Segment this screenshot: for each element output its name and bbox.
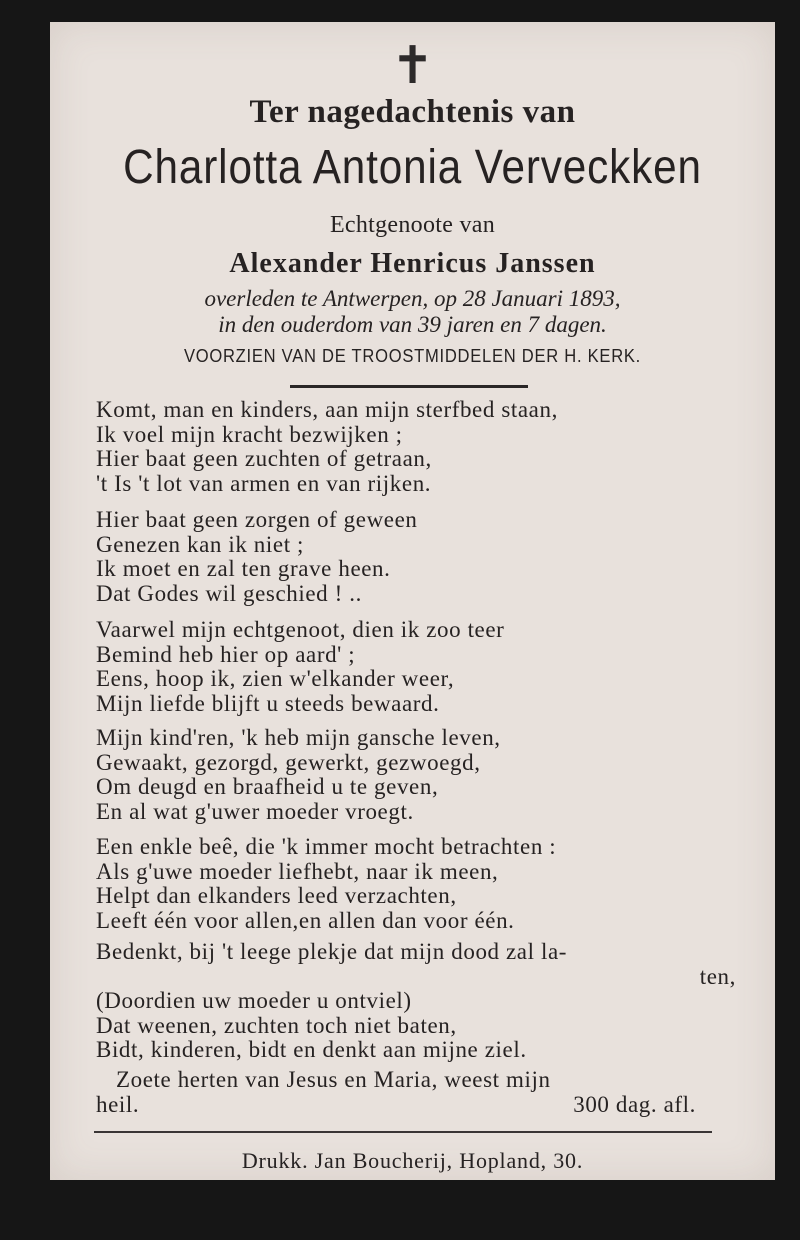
verse-line: Leeft één voor allen,en allen dan voor één. (96, 907, 515, 933)
verse-stanza-1 (96, 398, 736, 496)
verse-line: Eens, hoop ik, zien w'elkander weer, (96, 666, 455, 691)
verse-line: Komt, man en kinders, aan mijn sterfbed staan, (96, 397, 558, 422)
indulgence-note: 300 dag. afl. (573, 1091, 696, 1117)
verse-stanza-2 (96, 508, 736, 606)
verse-line: En al wat g'uwer moeder vroegt. (96, 798, 414, 824)
verse-line: Als g'uwe moeder liefhebt, naar ik meen, (96, 858, 499, 884)
verse-line: Om deugd en braafheid u te geven, (96, 774, 439, 799)
closing-prayer (96, 1068, 736, 1117)
verse-line: Dat weenen, zuchten toch niet baten, (96, 1012, 457, 1038)
verse-line: Een enkle beê, die 'k immer mocht betrachten : (96, 834, 557, 859)
verse-line: Ik moet en zal ten grave heen. (96, 556, 391, 581)
memorial-title: Ter nagedachtenis van (249, 94, 576, 130)
prayer-line: Zoete herten van Jesus en Maria, weest mijn (116, 1067, 551, 1092)
deceased-name: Charlotta Antonia Verveckken (123, 141, 702, 194)
verse-stanza-5 (96, 835, 736, 933)
prayer-line-2 (96, 1093, 736, 1118)
spouse-name: Alexander Henricus Janssen (229, 248, 596, 279)
verse-line: Dat Godes wil geschied ! .. (96, 580, 362, 606)
memorial-card (50, 22, 775, 1180)
relation-label: Echtgenoote van (329, 212, 496, 238)
death-details-line-2: in den ouderdom van 39 jaren en 7 dagen. (218, 312, 607, 337)
death-details-line-1: overleden te Antwerpen, op 28 Januari 1893, (204, 286, 621, 311)
verse-line: Bemind heb hier op aard' ; (96, 641, 356, 667)
verse-line: Vaarwel mijn echtgenoot, dien ik zoo teer (96, 617, 505, 642)
verse-line: Bidt, kinderen, bidt en denkt aan mijne ziel. (96, 1037, 527, 1062)
divider-rule (290, 385, 528, 388)
verse-stanza-4 (96, 726, 736, 824)
verse-line: Gewaakt, gezorgd, gewerkt, gezwoegd, (96, 749, 481, 775)
verse-stanza-6 (96, 940, 736, 1063)
verse-line: Mijn kind'ren, 'k heb mijn gansche leven, (96, 725, 501, 750)
verse-line: Bedenkt, bij 't leege plekje dat mijn dood zal la- (96, 939, 568, 964)
footer-rule (94, 1131, 712, 1133)
verse-line: Hier baat geen zuchten of getraan, (96, 446, 432, 471)
sacraments-note: VOORZIEN VAN DE TROOSTMIDDELEN DER H. KERK. (183, 346, 642, 366)
verse-line: Helpt dan elkanders leed verzachten, (96, 883, 457, 908)
verse-line-continuation: ten, (699, 963, 736, 989)
verse-stanza-3 (96, 618, 736, 716)
verse-line: 't Is 't lot van armen en van rijken. (96, 470, 432, 496)
printer-credit: Drukk. Jan Boucherij, Hopland, 30. (241, 1148, 584, 1173)
verse-line: Hier baat geen zorgen of geween (96, 507, 418, 532)
cross-icon: ✝ (390, 36, 435, 96)
prayer-end: heil. (96, 1091, 140, 1117)
verse-line: (Doordien uw moeder u ontviel) (96, 988, 412, 1013)
verse-line: Ik voel mijn kracht bezwijken ; (96, 421, 403, 447)
verse-line: Mijn liefde blijft u steeds bewaard. (96, 690, 440, 716)
verse-line: Genezen kan ik niet ; (96, 531, 305, 557)
